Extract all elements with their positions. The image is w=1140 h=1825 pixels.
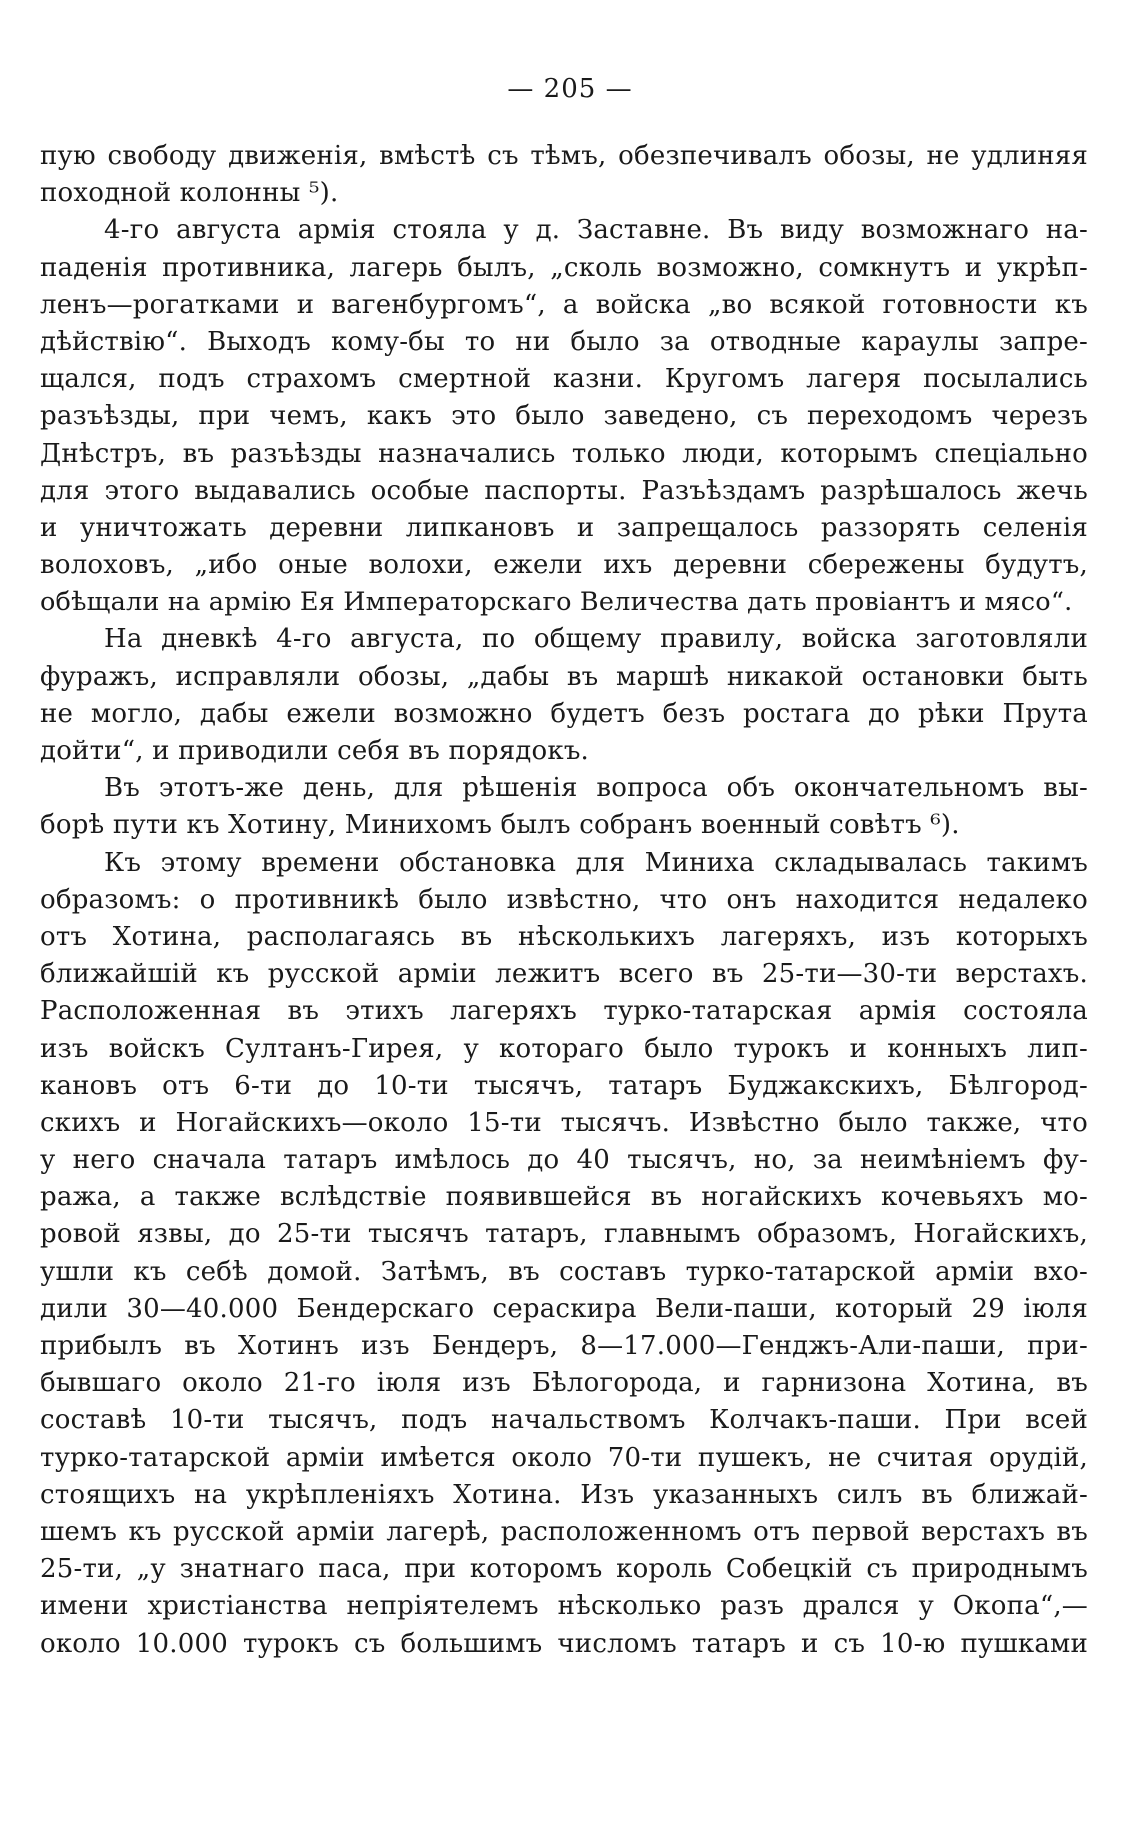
text-line: турко-татарской арміи имѣется около 70-ти пушекъ, не считая орудій, xyxy=(40,1442,1088,1473)
text-line: прибылъ въ Хотинъ изъ Бендеръ, 8—17.000—Генджъ-Али-паши, при- xyxy=(40,1331,1088,1361)
text-line: и уничтожать деревни липкановъ и запрещалось раззорять селенія xyxy=(40,512,1088,543)
text-line: На дневкѣ 4-го августа, по общему правилу, войска заготовляли xyxy=(104,624,1088,655)
text-line: 25-ти, „у знатнаго паса, при которомъ король Собецкій съ природнымъ xyxy=(40,1554,1088,1585)
text-line: щался, подъ страхомъ смертной казни. Кругомъ лагеря посылались xyxy=(40,364,1088,395)
text-line: стоящихъ на укрѣпленіяхъ Хотина. Изъ указанныхъ силъ въ ближай- xyxy=(40,1479,1088,1510)
text-line: для этого выдавались особые паспорты. Разъѣздамъ разрѣшалось жечь xyxy=(40,475,1088,506)
text-line: бывшаго около 21-го іюля изъ Бѣлогорода, и гарнизона Хотина, въ xyxy=(40,1368,1088,1399)
text-line: дѣйствію“. Выходъ кому-бы то ни было за отводные караулы запре- xyxy=(40,326,1088,357)
page-text-body xyxy=(40,138,1088,1663)
text-line: шемъ къ русской арміи лагерѣ, расположенномъ отъ первой верстахъ въ xyxy=(40,1516,1088,1547)
text-line: Днѣстръ, въ разъѣзды назначались только люди, которымъ спеціально xyxy=(40,438,1088,469)
text-line: дойти“, и приводили себя въ порядокъ. xyxy=(40,736,590,766)
text-line: у него сначала татаръ имѣлось до 40 тысячъ, но, за неимѣніемъ фу- xyxy=(40,1145,1088,1176)
text-line: 4-го августа армія стояла у д. Заставне. Въ виду возможнаго на- xyxy=(104,215,1088,246)
text-line: ража, а также вслѣдствіе появившейся въ ногайскихъ кочевьяхъ мо- xyxy=(40,1182,1088,1213)
text-line: ленъ—рогатками и вагенбургомъ“, а войска „во всякой готовности къ xyxy=(40,289,1088,320)
text-line: походной колонны ⁵). xyxy=(40,178,339,209)
text-line: изъ войскъ Султанъ-Гирея, у котораго было турокъ и конныхъ лип- xyxy=(40,1033,1088,1064)
text-line: Къ этому времени обстановка для Миниха складывалась такимъ xyxy=(104,847,1088,878)
text-line: ушли къ себѣ домой. Затѣмъ, въ составъ турко-татарской арміи вхо- xyxy=(40,1256,1088,1287)
text-line: около 10.000 турокъ съ большимъ числомъ татаръ и съ 10-ю пушками xyxy=(40,1628,1088,1659)
text-line: обѣщали на армію Ея Императорскаго Величества дать провіантъ и мясо“. xyxy=(40,587,1073,618)
text-line: имени христіанства непріятелемъ нѣсколько разъ дрался у Окопа“,— xyxy=(40,1591,1088,1622)
page-number: — 205 — xyxy=(507,74,633,104)
text-line: кановъ отъ 6-ти до 10-ти тысячъ, татаръ Буджакскихъ, Бѣлгород- xyxy=(40,1070,1088,1101)
text-line: скихъ и Ногайскихъ—около 15-ти тысячъ. Извѣстно было также, что xyxy=(40,1107,1088,1138)
text-line: не могло, дабы ежели возможно будетъ безъ ростага до рѣки Прута xyxy=(40,698,1088,729)
text-line: паденія противника, лагерь былъ, „сколь возможно, сомкнутъ и укрѣп- xyxy=(40,252,1088,283)
text-line: ближайшій къ русской арміи лежитъ всего въ 25-ти—30-ти верстахъ. xyxy=(40,959,1088,990)
text-line: отъ Хотина, располагаясь въ нѣсколькихъ лагеряхъ, изъ которыхъ xyxy=(40,921,1088,952)
text-line: борѣ пути къ Хотину, Минихомъ былъ собранъ военный совѣтъ ⁶). xyxy=(40,810,960,841)
text-line: фуражъ, исправляли обозы, „дабы въ маршѣ никакой остановки быть xyxy=(40,661,1088,692)
text-line: пую свободу движенія, вмѣстѣ съ тѣмъ, обезпечивалъ обозы, не удлиняя xyxy=(40,141,1088,171)
text-line: волоховъ, „ибо оные волохи, ежели ихъ деревни сбережены будутъ, xyxy=(40,550,1088,581)
text-line: Въ этотъ-же день, для рѣшенія вопроса объ окончательномъ вы- xyxy=(104,773,1088,804)
text-line: дили 30—40.000 Бендерскаго сераскира Вели-паши, который 29 іюля xyxy=(40,1293,1088,1324)
text-line: разъѣзды, при чемъ, какъ это было заведено, съ переходомъ черезъ xyxy=(40,401,1088,432)
text-line: составѣ 10-ти тысячъ, подъ начальствомъ Колчакъ-паши. При всей xyxy=(40,1405,1088,1436)
text-line: Расположенная въ этихъ лагеряхъ турко-татарская армія состояла xyxy=(40,996,1088,1027)
text-line: ровой язвы, до 25-ти тысячъ татаръ, главнымъ образомъ, Ногайскихъ, xyxy=(40,1219,1088,1250)
text-line: образомъ: о противникѣ было извѣстно, что онъ находится недалеко xyxy=(40,884,1088,915)
